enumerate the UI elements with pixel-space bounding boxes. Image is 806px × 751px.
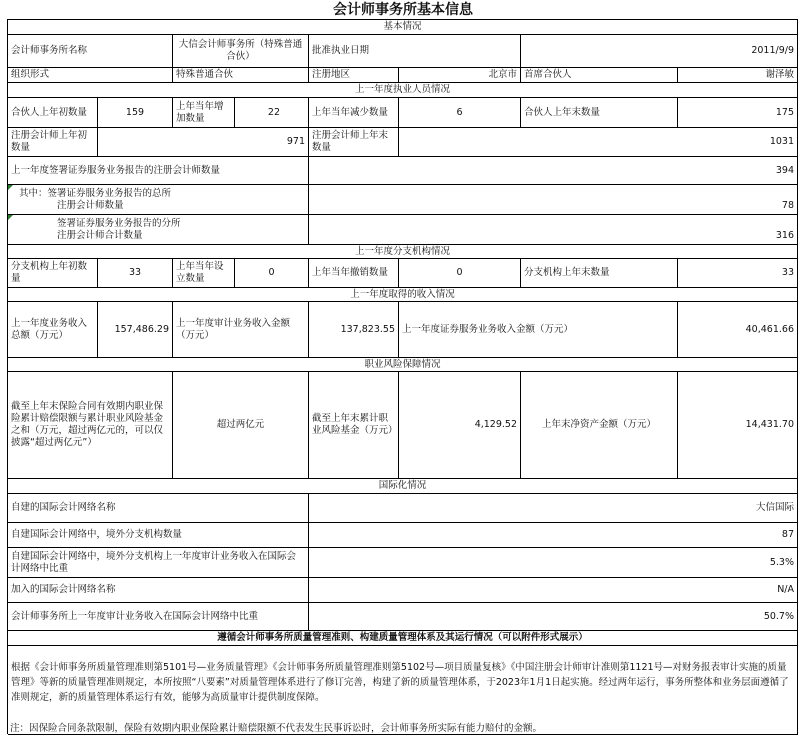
overseas-ratio-value: 5.3% <box>309 548 798 578</box>
among-head-value: 78 <box>309 185 798 215</box>
partners-add-value: 22 <box>235 98 309 128</box>
income-audit-label: 上一年度审计业务收入金额（万元） <box>173 302 309 358</box>
section-intl: 国际化情况 <box>8 479 798 494</box>
firm-ratio-value: 50.7% <box>309 603 798 631</box>
assets-value: 14,431.70 <box>678 372 798 479</box>
joined-network-value: N/A <box>309 578 798 603</box>
approval-date-label: 批准执业日期 <box>309 35 521 68</box>
among-branch-line2: 注册会计师合计数量 <box>57 229 143 241</box>
partners-reduce-label: 上年当年减少数量 <box>309 98 399 128</box>
comment-marker-icon <box>8 215 13 220</box>
reg-region-label: 注册地区 <box>309 68 399 83</box>
sec-cpa-label: 上一年度签署证券服务业务报告的注册会计师数量 <box>8 157 309 185</box>
among-head-line1: 其中：签署证券服务业务报告的总所 <box>19 187 172 199</box>
income-total-value: 157,486.29 <box>98 302 173 358</box>
among-branch-line1: 签署证券服务业务报告的分所 <box>57 217 181 229</box>
insurance-label: 截至上年末保险合同有效期内职业保险累计赔偿限额与累计职业风险基金之和（万元，超过两亿元的，可以仅披露“超过两亿元”） <box>8 372 173 479</box>
cpa-end-label: 注册会计师上年末数量 <box>309 128 399 157</box>
quality-text: 根据《会计师事务所质量管理准则第5101号—业务质量管理》《会计师事务所质量管理准则第5102号—项目质量复核》《中国注册会计师审计准则第1121号—对财务报表审计实施的质量管理》等新的质量管理准则规定，本所按照“八要素”对质量管理体系进行了修订完善，构建了新的质量管理体系，于2023年1月1日起实施。经过两年运行，事务所整体和业务层面遵循了准则规定，新的质量管理体系运行有效，能够为高质量审计提供制度保障。 <box>8 646 798 735</box>
branches-set-value: 0 <box>235 259 309 288</box>
chief-partner-value: 谢泽敏 <box>678 68 798 83</box>
partners-reduce-value: 6 <box>399 98 521 128</box>
overseas-ratio-label: 自建国际会计网络中，境外分支机构上一年度审计业务收入在国际会计网络中比重 <box>8 548 309 578</box>
chief-partner-label: 首席合伙人 <box>521 68 678 83</box>
cpa-begin-label: 注册会计师上年初数量 <box>8 128 98 157</box>
partners-end-label: 合伙人上年末数量 <box>521 98 678 128</box>
section-basic: 基本情况 <box>8 20 798 35</box>
section-income: 上一年度取得的收入情况 <box>8 288 798 302</box>
fund-label: 截至上年末累计职业风险基金（万元） <box>309 372 399 479</box>
overseas-branch-label: 自建国际会计网络中，境外分支机构数量 <box>8 523 309 548</box>
firm-ratio-label: 会计师事务所上一年度审计业务收入在国际会计网络中比重 <box>8 603 309 631</box>
insurance-value: 超过两亿元 <box>173 372 309 479</box>
partners-add-label: 上年当年增加数量 <box>173 98 235 128</box>
reg-region-value: 北京市 <box>399 68 521 83</box>
footnote: 注：因保险合同条款限制，保险有效期内职业保险累计赔偿限额不代表发生民事诉讼时，会计师事务所实际有能力赔付的金额。 <box>10 723 543 734</box>
cpa-end-value: 1031 <box>399 128 798 157</box>
info-table <box>7 19 798 734</box>
overseas-branch-value: 87 <box>309 523 798 548</box>
section-branches: 上一年度分支机构情况 <box>8 245 798 259</box>
network-name-label: 自建的国际会计网络名称 <box>8 494 309 523</box>
among-head-label <box>8 185 309 215</box>
branches-cancel-value: 0 <box>399 259 521 288</box>
branches-cancel-label: 上年当年撤销数量 <box>309 259 399 288</box>
page-title: 会计师事务所基本信息 <box>333 2 473 18</box>
section-staff: 上一年度执业人员情况 <box>8 83 798 98</box>
income-sec-label: 上一年度证券服务业务收入金额（万元） <box>399 302 678 358</box>
firm-name-value: 大信会计师事务所（特殊普通合伙） <box>173 35 309 68</box>
fund-value: 4,129.52 <box>399 372 521 479</box>
section-risk: 职业风险保障情况 <box>8 358 798 372</box>
income-sec-value: 40,461.66 <box>678 302 798 358</box>
among-head-line2: 注册会计师数量 <box>57 199 124 211</box>
sec-cpa-value: 394 <box>309 157 798 185</box>
branches-begin-label: 分支机构上年初数量 <box>8 259 98 288</box>
approval-date-value: 2011/9/9 <box>521 35 798 68</box>
section-quality: 遵循会计师事务所质量管理准则、构建质量管理体系及其运行情况（可以附件形式展示） <box>8 631 798 646</box>
cpa-begin-value: 971 <box>98 128 309 157</box>
org-form-value: 特殊普通合伙 <box>173 68 309 83</box>
income-audit-value: 137,823.55 <box>309 302 399 358</box>
partners-end-value: 175 <box>678 98 798 128</box>
branches-end-value: 33 <box>678 259 798 288</box>
partners-begin-label: 合伙人上年初数量 <box>8 98 98 128</box>
income-total-label: 上一年度业务收入总额（万元） <box>8 302 98 358</box>
among-branch-value: 316 <box>309 215 798 245</box>
branches-begin-value: 33 <box>98 259 173 288</box>
branches-set-label: 上年当年设立数量 <box>173 259 235 288</box>
branches-end-label: 分支机构上年末数量 <box>521 259 678 288</box>
partners-begin-value: 159 <box>98 98 173 128</box>
network-name-value: 大信国际 <box>309 494 798 523</box>
among-branch-label <box>8 215 309 245</box>
org-form-label: 组织形式 <box>8 68 173 83</box>
assets-label: 上年末净资产金额（万元） <box>521 372 678 479</box>
joined-network-label: 加入的国际会计网络名称 <box>8 578 309 603</box>
firm-name-label: 会计师事务所名称 <box>8 35 173 68</box>
comment-marker-icon <box>8 185 13 190</box>
